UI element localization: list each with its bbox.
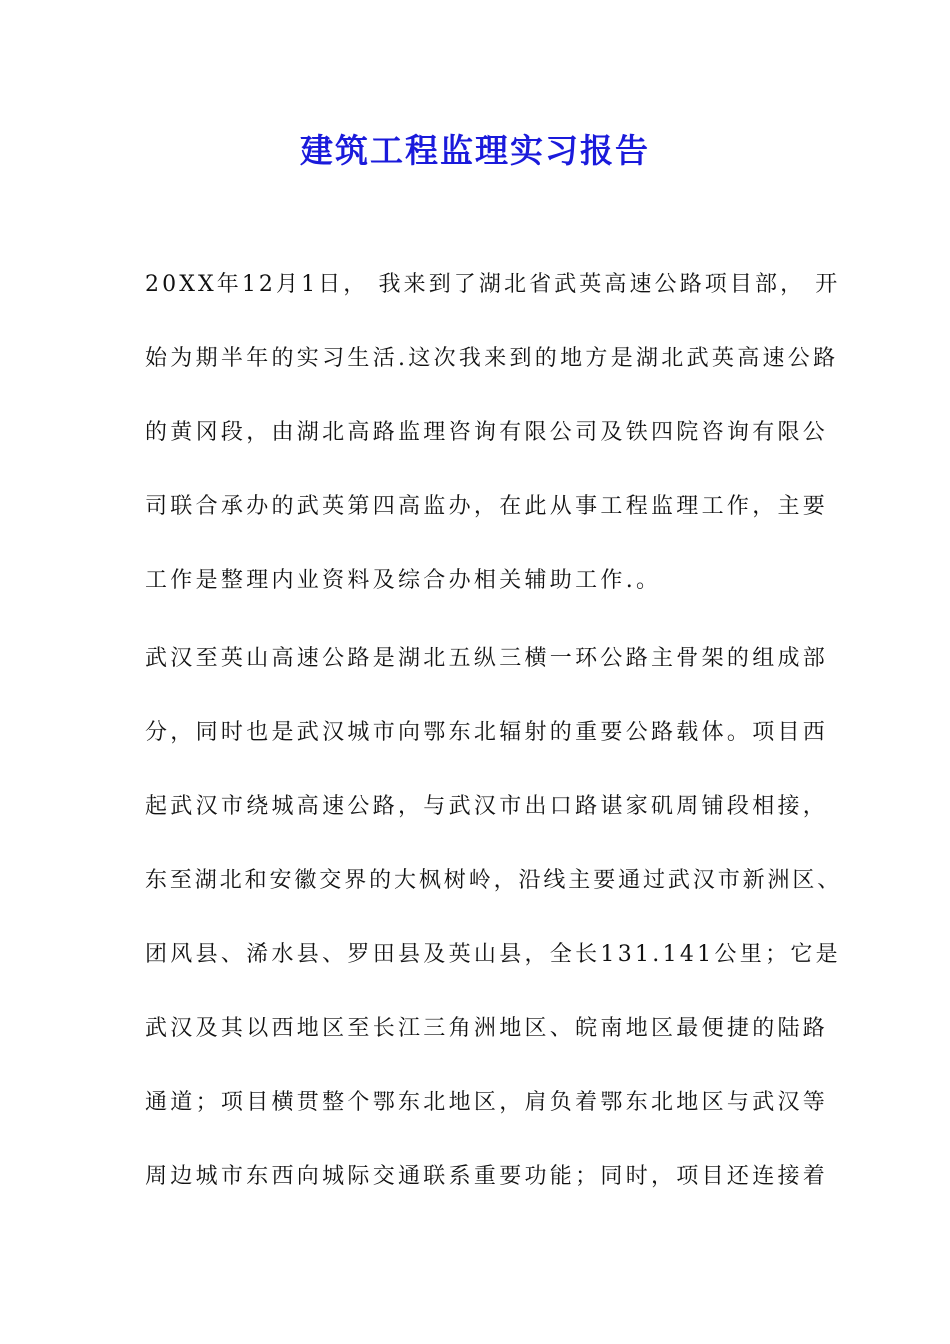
- body-line: 20XX年12月1日， 我来到了湖北省武英高速公路项目部， 开: [145, 272, 841, 297]
- body-line: 分，同时也是武汉城市向鄂东北辐射的重要公路载体。项目西: [145, 720, 829, 745]
- body-line: 通道；项目横贯整个鄂东北地区，肩负着鄂东北地区与武汉等: [145, 1090, 829, 1115]
- body-line: 起武汉市绕城高速公路，与武汉市出口路谌家矶周铺段相接，: [145, 794, 829, 819]
- body-line: 周边城市东西向城际交通联系重要功能；同时，项目还连接着: [145, 1164, 829, 1189]
- body-line: 司联合承办的武英第四高监办，在此从事工程监理工作，主要: [145, 494, 829, 519]
- body-line: 团风县、浠水县、罗田县及英山县，全长131.141公里；它是: [145, 942, 841, 967]
- body-line: 东至湖北和安徽交界的大枫树岭，沿线主要通过武汉市新洲区、: [145, 868, 843, 893]
- body-line: 武汉至英山高速公路是湖北五纵三横一环公路主骨架的组成部: [145, 646, 829, 671]
- body-line: 工作是整理内业资料及综合办相关辅助工作.。: [145, 568, 662, 593]
- document-title: 建筑工程监理实习报告: [300, 131, 650, 170]
- body-line: 武汉及其以西地区至长江三角洲地区、皖南地区最便捷的陆路: [145, 1016, 829, 1041]
- body-line: 始为期半年的实习生活.这次我来到的地方是湖北武英高速公路: [145, 346, 839, 371]
- body-line: 的黄冈段，由湖北高路监理咨询有限公司及铁四院咨询有限公: [145, 420, 829, 445]
